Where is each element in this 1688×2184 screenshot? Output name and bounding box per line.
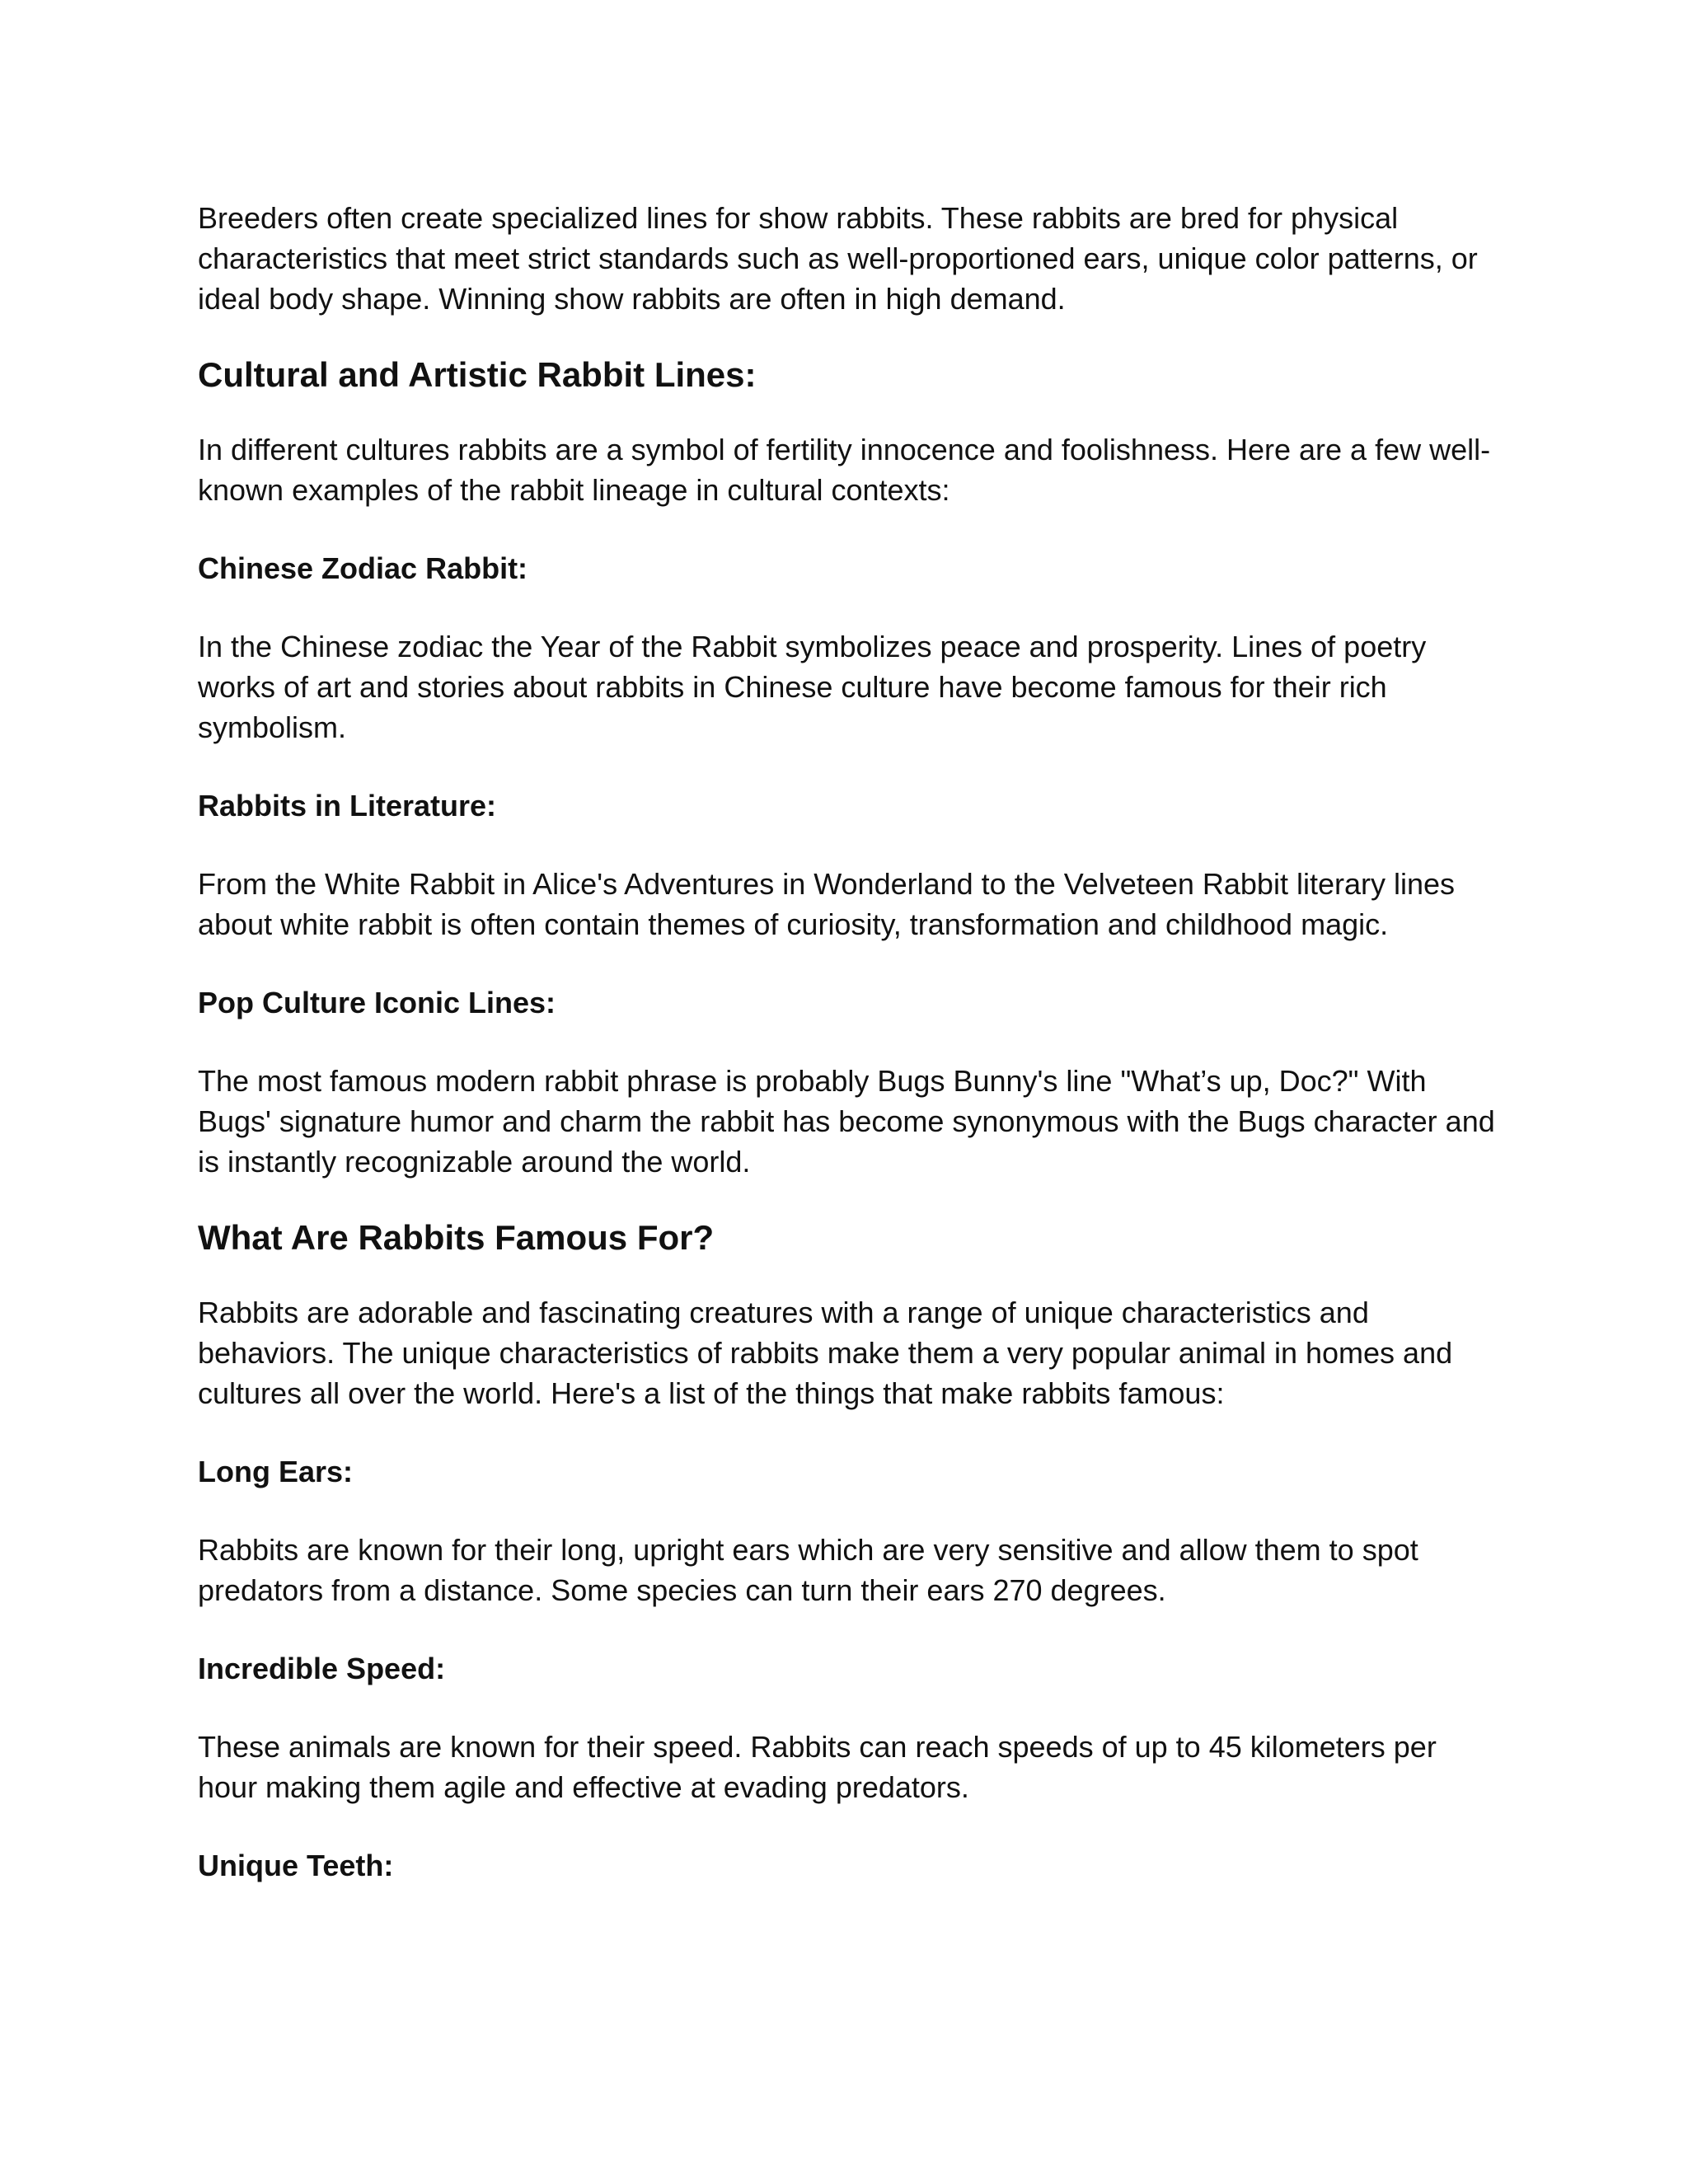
heading-incredible-speed: Incredible Speed: (198, 1652, 446, 1685)
paragraph-cultural: In different cultures rabbits are a symbol of fertility innocence and foolishness. Here are a few well-known examples of the rabbit lineage in cultural contexts: (198, 433, 1491, 507)
heading-rabbits-literature: Rabbits in Literature: (198, 789, 497, 823)
heading-rabbits-famous: What Are Rabbits Famous For? (198, 1218, 715, 1257)
heading-unique-teeth: Unique Teeth: (198, 1849, 394, 1882)
paragraph-rabbits-famous: Rabbits are adorable and fascinating creatures with a range of unique characteristics and behaviors. The unique characteristics of rabbits make them a very popular animal in homes and cultures all over the world. Here's a list of the things that make rabbits famous: (198, 1296, 1453, 1410)
paragraph-long-ears: Rabbits are known for their long, upright ears which are very sensitive and allow them to spot predators from a distance. Some species can turn their ears 270 degrees. (198, 1533, 1418, 1607)
document-body (198, 198, 1500, 1886)
heading-pop-culture: Pop Culture Iconic Lines: (198, 986, 556, 1019)
paragraph-literature: From the White Rabbit in Alice's Adventures in Wonderland to the Velveteen Rabbit literary lines about white rabbit is often contain themes of curiosity, transformation and childhood magic. (198, 867, 1456, 941)
paragraph-incredible-speed: These animals are known for their speed. Rabbits can reach speeds of up to 45 kilometers per hour making them agile and effective at evading predators. (198, 1730, 1437, 1804)
paragraph-show-rabbits: Breeders often create specialized lines for show rabbits. These rabbits are bred for physical characteristics that meet strict standards such as well-proportioned ears, unique color patterns, or ideal body shape. Winning show rabbits are often in high demand. (198, 201, 1478, 316)
paragraph-pop-culture: The most famous modern rabbit phrase is probably Bugs Bunny's line "What’s up, Doc?" With Bugs' signature humor and charm the rabbit has become synonymous with the Bugs character and is instantly recognizable around the world. (198, 1064, 1495, 1179)
heading-long-ears: Long Ears: (198, 1455, 354, 1488)
paragraph-chinese-zodiac: In the Chinese zodiac the Year of the Rabbit symbolizes peace and prosperity. Lines of poetry works of art and stories about rabbits in Chinese culture have become famous for their rich symbolism. (198, 630, 1427, 744)
heading-chinese-zodiac: Chinese Zodiac Rabbit: (198, 551, 528, 585)
heading-cultural-artistic: Cultural and Artistic Rabbit Lines: (198, 355, 757, 394)
